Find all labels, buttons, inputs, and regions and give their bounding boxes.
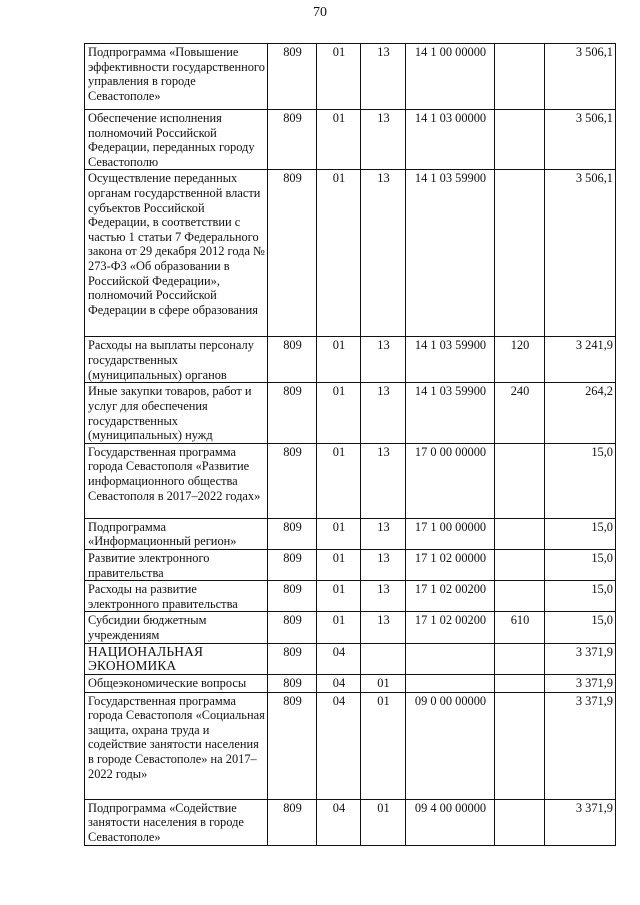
- section-code: 01: [317, 581, 361, 612]
- subsection-code: 01: [361, 692, 406, 799]
- subsection-code: 13: [361, 581, 406, 612]
- section-code: 01: [317, 44, 361, 110]
- item-name: Общеэкономические вопросы: [85, 674, 268, 692]
- section-code: 04: [317, 692, 361, 799]
- department-code: 809: [268, 674, 317, 692]
- expense-type-code: [495, 643, 545, 674]
- subsection-code: 13: [361, 518, 406, 549]
- amount: 15,0: [545, 443, 616, 518]
- department-code: 809: [268, 549, 317, 580]
- target-article-code: 17 1 00 00000: [406, 518, 495, 549]
- amount: 15,0: [545, 549, 616, 580]
- table-row: [85, 674, 616, 692]
- subsection-code: 13: [361, 337, 406, 383]
- target-article-code: 14 1 03 00000: [406, 110, 495, 170]
- expense-type-code: [495, 549, 545, 580]
- subsection-code: 13: [361, 549, 406, 580]
- department-code: 809: [268, 799, 317, 845]
- table-row: [85, 612, 616, 643]
- department-code: 809: [268, 643, 317, 674]
- section-code: 04: [317, 674, 361, 692]
- amount: 3 371,9: [545, 674, 616, 692]
- expense-type-code: [495, 443, 545, 518]
- item-name: Субсидии бюджетным учреждениям: [85, 612, 268, 643]
- table-row: [85, 443, 616, 518]
- item-name: Осуществление переданных органам государственной власти субъектов Российской Федерации, в соответствии с частью 1 статьи 7 Федерального закона от 29 декабря 2012 года № 273-ФЗ «Об образовании в Российской Федерации», полномочий Российской Федерации в сфере образования: [85, 170, 268, 337]
- table-row: [85, 110, 616, 170]
- target-article-code: 17 1 02 00200: [406, 581, 495, 612]
- department-code: 809: [268, 581, 317, 612]
- section-code: 01: [317, 170, 361, 337]
- section-code: 01: [317, 337, 361, 383]
- subsection-code: 13: [361, 612, 406, 643]
- target-article-code: 17 1 02 00200: [406, 612, 495, 643]
- target-article-code: [406, 674, 495, 692]
- amount: 3 241,9: [545, 337, 616, 383]
- department-code: 809: [268, 337, 317, 383]
- item-name: Подпрограмма «Содействие занятости населения в городе Севастополе»: [85, 799, 268, 845]
- table-row: [85, 337, 616, 383]
- table-row: [85, 44, 616, 110]
- department-code: 809: [268, 692, 317, 799]
- table-row: [85, 692, 616, 799]
- table-row: [85, 549, 616, 580]
- expense-type-code: [495, 44, 545, 110]
- department-code: 809: [268, 170, 317, 337]
- target-article-code: 14 1 03 59900: [406, 337, 495, 383]
- item-name: Иные закупки товаров, работ и услуг для обеспечения государственных (муниципальных) нужд: [85, 383, 268, 443]
- expense-type-code: [495, 110, 545, 170]
- section-code: 04: [317, 799, 361, 845]
- table-row: [85, 170, 616, 337]
- table-row: [85, 799, 616, 845]
- section-code: 01: [317, 612, 361, 643]
- expense-type-code: [495, 581, 545, 612]
- amount: 3 506,1: [545, 44, 616, 110]
- page-number: 70: [313, 5, 327, 20]
- subsection-code: 13: [361, 110, 406, 170]
- item-name: Государственная программа города Севастополя «Социальная защита, охрана труда и содействие занятости населения в городе Севастополе» на 2017–2022 годы»: [85, 692, 268, 799]
- department-code: 809: [268, 383, 317, 443]
- department-code: 809: [268, 443, 317, 518]
- target-article-code: [406, 643, 495, 674]
- amount: 3 371,9: [545, 643, 616, 674]
- section-code: 01: [317, 518, 361, 549]
- table-row: [85, 581, 616, 612]
- amount: 3 371,9: [545, 799, 616, 845]
- table-row: [85, 643, 616, 674]
- section-code: 01: [317, 549, 361, 580]
- expense-type-code: [495, 692, 545, 799]
- target-article-code: 09 0 00 00000: [406, 692, 495, 799]
- item-name: Расходы на выплаты персоналу государственных (муниципальных) органов: [85, 337, 268, 383]
- subsection-code: 13: [361, 383, 406, 443]
- section-code: 04: [317, 643, 361, 674]
- department-code: 809: [268, 518, 317, 549]
- subsection-code: [361, 643, 406, 674]
- item-name: Подпрограмма «Информационный регион»: [85, 518, 268, 549]
- budget-rows: [85, 44, 616, 846]
- expense-type-code: [495, 799, 545, 845]
- target-article-code: 09 4 00 00000: [406, 799, 495, 845]
- department-code: 809: [268, 44, 317, 110]
- expense-type-code: 610: [495, 612, 545, 643]
- subsection-code: 13: [361, 443, 406, 518]
- subsection-code: 13: [361, 170, 406, 337]
- subsection-code: 13: [361, 44, 406, 110]
- item-name: НАЦИОНАЛЬНАЯ ЭКОНОМИКА: [85, 643, 268, 674]
- amount: 264,2: [545, 383, 616, 443]
- department-code: 809: [268, 110, 317, 170]
- target-article-code: 17 1 02 00000: [406, 549, 495, 580]
- budget-table: [84, 43, 616, 846]
- item-name: Расходы на развитие электронного правительства: [85, 581, 268, 612]
- section-code: 01: [317, 443, 361, 518]
- amount: 3 506,1: [545, 110, 616, 170]
- expense-type-code: [495, 518, 545, 549]
- item-name: Развитие электронного правительства: [85, 549, 268, 580]
- amount: 3 371,9: [545, 692, 616, 799]
- subsection-code: 01: [361, 799, 406, 845]
- section-code: 01: [317, 383, 361, 443]
- amount: 15,0: [545, 518, 616, 549]
- expense-type-code: [495, 674, 545, 692]
- expense-type-code: [495, 170, 545, 337]
- item-name: Подпрограмма «Повышение эффективности государственного управления в городе Севастополе»: [85, 44, 268, 110]
- item-name: Обеспечение исполнения полномочий Российской Федерации, переданных городу Севастополю: [85, 110, 268, 170]
- expense-type-code: 120: [495, 337, 545, 383]
- target-article-code: 14 1 00 00000: [406, 44, 495, 110]
- section-code: 01: [317, 110, 361, 170]
- amount: 15,0: [545, 612, 616, 643]
- amount: 3 506,1: [545, 170, 616, 337]
- subsection-code: 01: [361, 674, 406, 692]
- target-article-code: 14 1 03 59900: [406, 170, 495, 337]
- target-article-code: 17 0 00 00000: [406, 443, 495, 518]
- expense-type-code: 240: [495, 383, 545, 443]
- table-row: [85, 383, 616, 443]
- amount: 15,0: [545, 581, 616, 612]
- table-row: [85, 518, 616, 549]
- department-code: 809: [268, 612, 317, 643]
- item-name: Государственная программа города Севастополя «Развитие информационного общества Севастополя в 2017–2022 годах»: [85, 443, 268, 518]
- target-article-code: 14 1 03 59900: [406, 383, 495, 443]
